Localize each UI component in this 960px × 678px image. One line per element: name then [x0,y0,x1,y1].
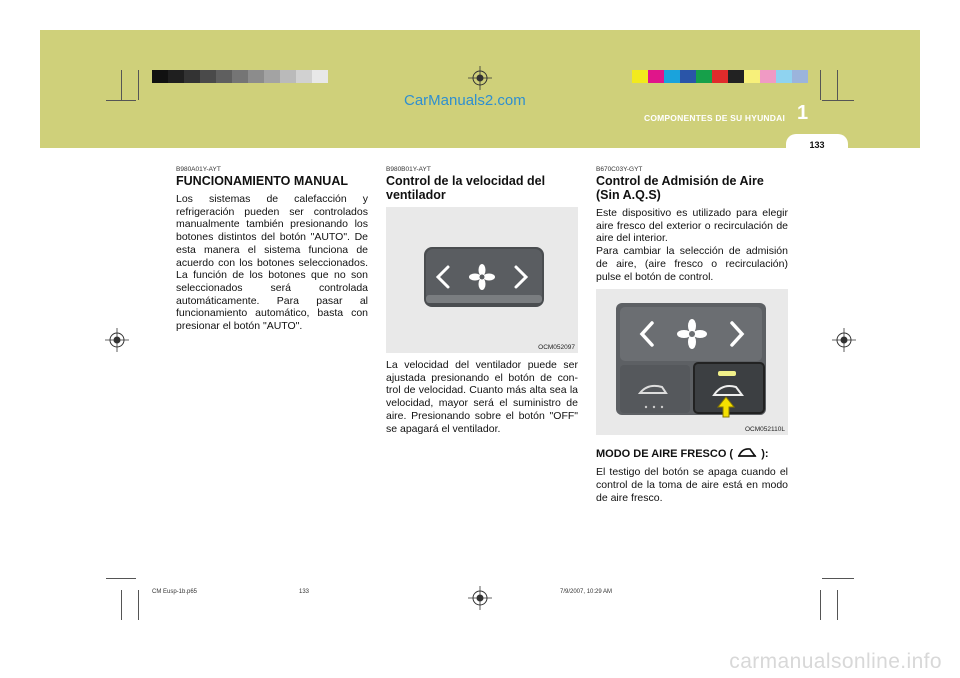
color-swatch [168,70,184,83]
watermark-bottom[interactable]: carmanualsonline.info [729,650,942,673]
color-swatch [664,70,680,83]
color-swatch [696,70,712,83]
color-swatch [296,70,312,83]
color-swatch [312,70,328,83]
paragraph-manual-operation: Los sistemas de calefacción y refrigeración pueden ser controlados manualmente también presionando los botones distintos del botón "AUTO". De esta manera el sistema funciona de acuerdo con los botones seleccionados. La función de los botones que no son seleccionados será controlada automáticamente. Para pasar al funcionamiento automático, basta con presionar el botón "AUTO". [176,193,368,333]
color-calibration-strip-right [632,70,808,83]
color-swatch [248,70,264,83]
color-calibration-strip-left [152,70,328,83]
footer-datetime: 7/9/2007, 10:29 AM [560,589,613,595]
color-swatch [760,70,776,83]
registration-mark-left-icon [105,328,129,352]
color-swatch [792,70,808,83]
color-swatch [776,70,792,83]
watermark-top[interactable]: CarManuals2.com [404,92,526,109]
page-number-tab [786,134,848,154]
section-number: 1 [797,102,809,124]
registration-mark-bottom-icon [468,586,492,610]
section-code: B670C03Y-GYT [596,166,643,173]
section-code: B980B01Y-AYT [386,166,431,173]
heading-fresh-air-mode [596,445,788,461]
registration-mark-right-icon [832,328,856,352]
color-swatch [728,70,744,83]
paragraph-fresh-air-mode: El testigo del botón se apaga cuando el control de la toma de aire está en modo de aire fresco. [596,466,788,504]
column-fan-speed [386,166,578,435]
fan-control-panel-illustration [386,207,578,353]
fresh-air-mode-label-end: ): [761,448,769,461]
color-swatch [680,70,696,83]
section-title: COMPONENTES DE SU HYUNDAI [644,113,786,123]
heading-air-intake: Control de Admisión de Aire (Sin A.Q.S) [596,174,764,202]
air-intake-panel-illustration [596,289,788,435]
image-code: OCM052110L [745,426,785,434]
color-swatch [152,70,168,83]
paragraph-fan-speed: La velocidad del ventilador puede ser ajustada presionando el botón de con-trol de velocidad. Cuanto más alta sea la velocidad, mayor será el suministro de aire. Presionando sobre el botón "OFF" se apagará el ventilador. [386,359,578,435]
air-intake-control-photo [596,289,788,435]
color-swatch [744,70,760,83]
color-swatch [200,70,216,83]
color-swatch [264,70,280,83]
footer-page: 133 [299,589,310,595]
column-air-intake [596,166,788,504]
color-swatch [648,70,664,83]
heading-manual-operation: FUNCIONAMIENTO MANUAL [176,174,348,188]
color-swatch [280,70,296,83]
color-swatch [184,70,200,83]
footer-filename: CM Eusp-1b.p65 [152,589,198,595]
page-number: 133 [809,140,825,150]
color-swatch [712,70,728,83]
column-manual-operation [176,166,368,333]
registration-mark-top-icon [468,66,492,90]
fan-speed-control-photo [386,207,578,353]
heading-fan-speed: Control de la velocidad del ventilador [386,174,546,202]
fresh-air-mode-label: MODO DE AIRE FRESCO ( [596,448,734,461]
color-swatch [232,70,248,83]
paragraph-air-intake-1: Este dispositivo es utilizado para elegir aire fresco del exterior o recirculación de aire del interior. [596,207,788,245]
section-code: B980A01Y-AYT [176,166,221,173]
fresh-air-car-icon [736,445,758,459]
color-swatch [632,70,648,83]
paragraph-air-intake-2: Para cambiar la selección de admisión de aire, (aire fresco o recirculación) pulse el botón de control. [596,245,788,283]
image-code: OCM052097 [538,344,575,351]
color-swatch [216,70,232,83]
